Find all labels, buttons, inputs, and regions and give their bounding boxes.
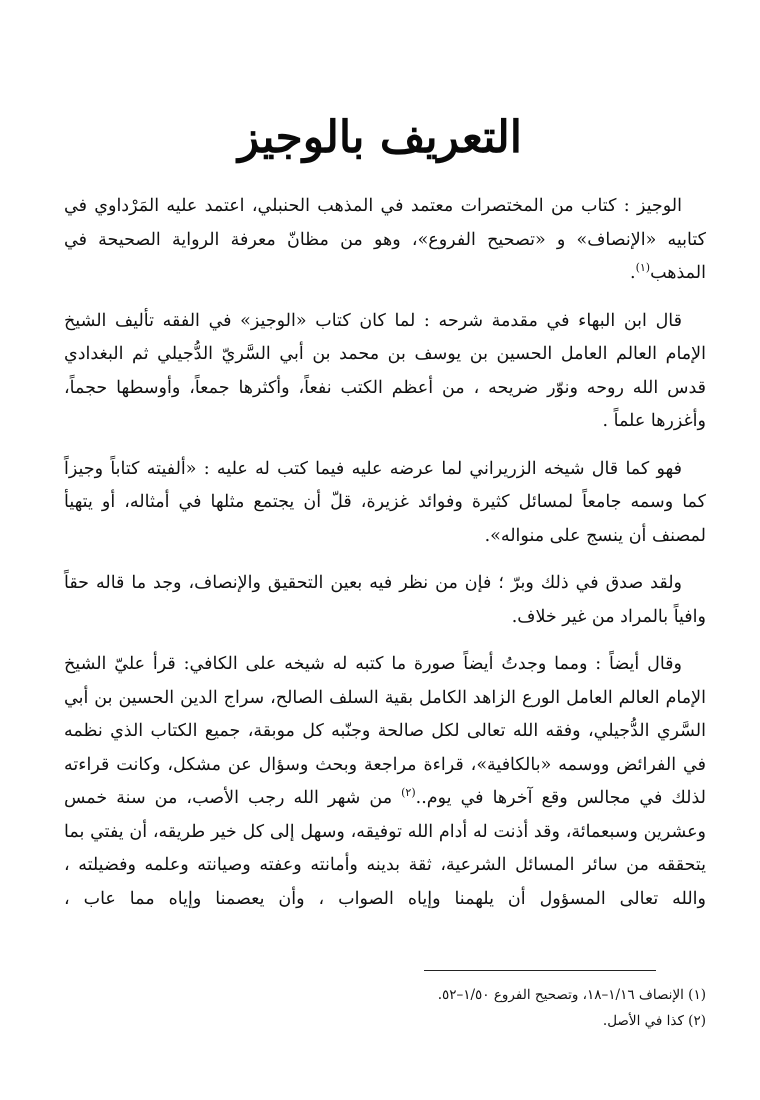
footnote-mark[interactable]: (٢) xyxy=(401,786,416,800)
paragraph-5 xyxy=(64,648,706,916)
paragraph-2 xyxy=(64,305,706,439)
paragraph-tail: . xyxy=(629,263,636,283)
footnote-mark[interactable]: (١) xyxy=(635,261,651,275)
paragraph-text: فهو كما قال شيخه الزريراني لما عرضه عليه فيما كتب له عليه : «ألفيته كتاباً وجيزاً كما وسمه جامعاً لمسائل كثيرة وفوائد غزيرة، قلّ أن يجتمع مثلها في أمثاله، أو يتهيأ لمصنف أن ينسج على منواله». xyxy=(64,458,706,546)
paragraph-text: وقال أيضاً : ومما وجدتُ أيضاً صورة ما كتبه له شيخه على الكافي: قرأ عليّ الشيخ الإمام العالم العامل الورع الزاهد الكامل بقية السلف الصالح، سراج الدين الحسين بن أبي السَّري الدُّجيلي، وفقه الله تعالى لكل صالحة وجنّبه كل موبقة، جميع الكتاب الذي نظمه في الفرائض ووسمه «بالكافية»، قراءة مراجعة وبحث وسؤال عن مشكل، وكانت قراءته لذلك في مجالس وقع آخرها في يوم.. xyxy=(64,654,706,808)
page-title: التعريف بالوجيز xyxy=(237,112,523,163)
paragraph-tail: من شهر الله رجب الأصب، من سنة خمس وعشرين وسبعمائة، وقد أذنت له أدام الله توفيقه، وسهل إلى كل خير طريقه، أن يفتي بما يتحققه من سائر المسائل الشرعية، ثقة بدينه وأمانته وعفته وصيانته وعلمه وفضيلته ، والله تعالى المسؤول أن يلهمنا وإياه الصواب ، وأن يعصمنا وإياه مما عاب ، xyxy=(64,788,706,909)
footnotes xyxy=(300,982,706,1034)
paragraph-1 xyxy=(64,190,706,291)
paragraph-3 xyxy=(64,453,706,554)
paragraph-text: الوجيز : كتاب من المختصرات معتمد في المذهب الحنبلي، اعتمد عليه المَرْداوي في كتابيه «الإنصاف» و «تصحيح الفروع»، وهو من مظانّ معرفة الرواية الصحيحة في المذهب xyxy=(64,196,706,283)
main-text xyxy=(64,190,706,930)
paragraph-text: ولقد صدق في ذلك وبرّ ؛ فإن من نظر فيه بعين التحقيق والإنصاف، وجد ما قاله حقاً وافياً بالمراد من غير خلاف. xyxy=(64,573,706,627)
footnote-divider xyxy=(424,970,656,971)
paragraph-text: قال ابن البهاء في مقدمة شرحه : لما كان كتاب «الوجيز» في الفقه تأليف الشيخ الإمام العالم العامل الحسين بن يوسف بن محمد بن أبي السَّريّ الدُّجيلي ثم البغدادي قدس الله روحه ونوّر ضريحه ، من أعظم الكتب نفعاً، وأكثرها جمعاً، وأوسطها حجماً، وأغزرها علماً . xyxy=(64,310,706,431)
paragraph-4 xyxy=(64,567,706,634)
footnote-2: (٢) كذا في الأصل. xyxy=(602,1013,706,1029)
footnote-1: (١) الإنصاف ١/١٦–١٨، وتصحيح الفروع ١/٥٠–٥٢. xyxy=(437,987,706,1003)
